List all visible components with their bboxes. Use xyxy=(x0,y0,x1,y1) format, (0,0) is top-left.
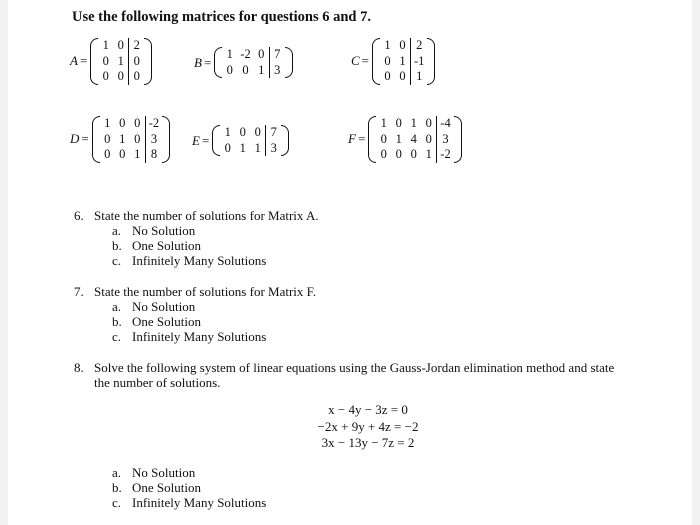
matrix-entry: 0 xyxy=(384,69,391,83)
matrix-entry: 3 xyxy=(266,141,282,157)
matrix-entry: 0 xyxy=(134,131,141,146)
matrix-a: A = 1 0 2 0 1 0 0 0 0 xyxy=(70,38,152,85)
question-8-number: 8. xyxy=(74,360,84,375)
matrix-entry: 1 xyxy=(380,116,387,130)
matrix-entry: 7 xyxy=(266,125,282,141)
matrix-entry: -2 xyxy=(145,116,162,132)
matrix-entry: 1 xyxy=(104,116,111,130)
question-8-options xyxy=(112,465,266,511)
matrix-entry: 1 xyxy=(411,69,428,85)
matrix-entry: 0 xyxy=(239,125,246,139)
matrix-row xyxy=(100,147,162,163)
matrix-entry: 0 xyxy=(380,147,387,161)
matrix-entry: 1 xyxy=(239,140,246,155)
matrix-entry: 0 xyxy=(226,62,233,77)
matrix-entry: 0 xyxy=(254,125,261,139)
matrix-entry: 0 xyxy=(425,131,432,146)
matrix-row xyxy=(220,125,281,141)
matrix-entry: 0 xyxy=(119,147,126,161)
matrix-entry: 0 xyxy=(410,147,417,161)
page-heading: Use the following matrices for questions 6 and 7. xyxy=(72,9,371,25)
matrix-entry: 1 xyxy=(254,140,261,155)
matrix-entry: 0 xyxy=(102,53,109,68)
list-item: a. No Solution xyxy=(112,299,196,314)
matrix-e-name: E xyxy=(192,132,200,148)
matrix-entry: 1 xyxy=(224,125,231,139)
matrix-row xyxy=(98,38,144,54)
matrix-f-table xyxy=(376,116,453,163)
matrix-entry: 3 xyxy=(145,132,162,148)
question-7-text: State the number of solutions for Matrix F. xyxy=(94,284,317,299)
matrix-row xyxy=(222,63,284,79)
matrix-entry: -4 xyxy=(437,116,454,132)
matrix-entry: 0 xyxy=(117,38,124,52)
matrix-entry: 0 xyxy=(242,62,249,77)
matrix-entry: -2 xyxy=(437,147,454,163)
matrix-entry: 0 xyxy=(395,147,402,161)
matrix-d-name: D xyxy=(70,131,80,147)
matrix-entry: 1 xyxy=(117,53,124,68)
question-8 xyxy=(74,360,614,390)
matrix-entry: 0 xyxy=(425,116,432,130)
matrix-row xyxy=(376,116,453,132)
matrix-entry: 3 xyxy=(437,132,454,148)
matrix-row xyxy=(380,69,427,85)
matrix-entry: 0 xyxy=(224,140,231,155)
matrix-row xyxy=(380,38,427,54)
matrix-entry: 1 xyxy=(134,147,141,161)
matrix-entry: 0 xyxy=(119,116,126,130)
list-item: b. One Solution xyxy=(112,480,201,496)
matrix-f: F = 1 0 1 0 -4 0 1 4 0 3 0 0 0 1 -2 xyxy=(348,116,462,163)
question-6-text: State the number of solutions for Matrix A. xyxy=(94,208,319,223)
matrix-row xyxy=(98,54,144,70)
matrix-entry: -1 xyxy=(411,54,428,70)
matrix-entry: 4 xyxy=(410,131,417,146)
matrix-entry: 1 xyxy=(410,116,417,130)
matrix-c: C = 1 0 2 0 1 -1 0 0 1 xyxy=(351,38,435,85)
matrix-entry: 0 xyxy=(395,116,402,130)
matrix-e: E = 1 0 0 7 0 1 1 3 xyxy=(192,125,289,156)
matrix-entry: 0 xyxy=(104,147,111,161)
equation-3: 3x − 13y − 7z = 2 xyxy=(321,435,415,450)
matrix-entry: 2 xyxy=(129,38,145,54)
matrix-d-table xyxy=(100,116,162,163)
matrix-entry: 0 xyxy=(102,69,109,83)
matrix-entry: 0 xyxy=(399,38,406,52)
list-item: b. One Solution xyxy=(112,314,201,330)
list-item: c. Infinitely Many Solutions xyxy=(112,495,267,511)
equation-system xyxy=(268,402,468,452)
matrix-entry: 2 xyxy=(411,38,428,54)
matrix-row xyxy=(100,116,162,132)
matrix-entry: 8 xyxy=(145,147,162,163)
matrix-row xyxy=(376,147,453,163)
matrix-entry: 0 xyxy=(134,116,141,130)
question-8-text-line2: the number of solutions. xyxy=(94,375,221,390)
matrix-entry: 3 xyxy=(269,63,285,79)
matrix-a-name: A xyxy=(70,53,78,69)
list-item: c. Infinitely Many Solutions xyxy=(112,253,267,269)
matrix-entry: 0 xyxy=(258,47,265,61)
matrix-entry: 0 xyxy=(117,69,124,83)
matrix-b: B = 1 -2 0 7 0 0 1 3 xyxy=(194,47,293,78)
matrix-entry: 0 xyxy=(129,69,145,85)
matrix-entry: 0 xyxy=(380,131,387,146)
matrix-row xyxy=(220,141,281,157)
matrix-entry: 1 xyxy=(399,53,406,68)
question-6-options xyxy=(112,223,266,269)
matrix-entry: 0 xyxy=(399,69,406,83)
matrix-row xyxy=(380,54,427,70)
matrix-b-name: B xyxy=(194,54,202,70)
matrix-b-table xyxy=(222,47,284,78)
question-8-text-line1: Solve the following system of linear equations using the Gauss-Jordan elimination method and state xyxy=(94,360,615,375)
equation-2: −2x + 9y + 4z = −2 xyxy=(317,418,419,434)
matrix-row xyxy=(222,47,284,63)
list-item: c. Infinitely Many Solutions xyxy=(112,329,267,345)
matrix-row xyxy=(376,132,453,148)
matrix-row xyxy=(100,132,162,148)
question-7 xyxy=(74,284,316,299)
matrix-row xyxy=(98,69,144,85)
document-page xyxy=(8,0,692,525)
matrix-entry: -2 xyxy=(240,47,251,61)
matrix-entry: 1 xyxy=(384,38,391,52)
matrix-entry: 1 xyxy=(102,38,109,52)
matrix-d: D = 1 0 0 -2 0 1 0 3 0 0 1 8 xyxy=(70,116,170,163)
matrix-e-table xyxy=(220,125,281,156)
equation-1: x − 4y − 3z = 0 xyxy=(328,402,408,417)
list-item: b. One Solution xyxy=(112,238,201,254)
question-7-options xyxy=(112,299,266,345)
matrix-entry: 1 xyxy=(119,131,126,146)
matrix-entry: 0 xyxy=(129,54,145,70)
matrix-entry: 1 xyxy=(258,62,265,77)
matrix-f-name: F xyxy=(348,131,356,147)
matrix-entry: 7 xyxy=(269,47,285,63)
matrix-entry: 1 xyxy=(226,47,233,61)
matrix-a-table xyxy=(98,38,144,85)
question-6 xyxy=(74,208,319,223)
list-item: a. No Solution xyxy=(112,465,196,480)
question-6-number: 6. xyxy=(74,208,84,223)
matrix-entry: 0 xyxy=(384,53,391,68)
matrix-entry: 0 xyxy=(104,131,111,146)
list-item: a. No Solution xyxy=(112,223,196,238)
matrix-c-table xyxy=(380,38,427,85)
matrix-entry: 1 xyxy=(395,131,402,146)
matrix-entry: 1 xyxy=(425,147,432,161)
question-7-number: 7. xyxy=(74,284,84,299)
matrix-c-name: C xyxy=(351,53,360,69)
